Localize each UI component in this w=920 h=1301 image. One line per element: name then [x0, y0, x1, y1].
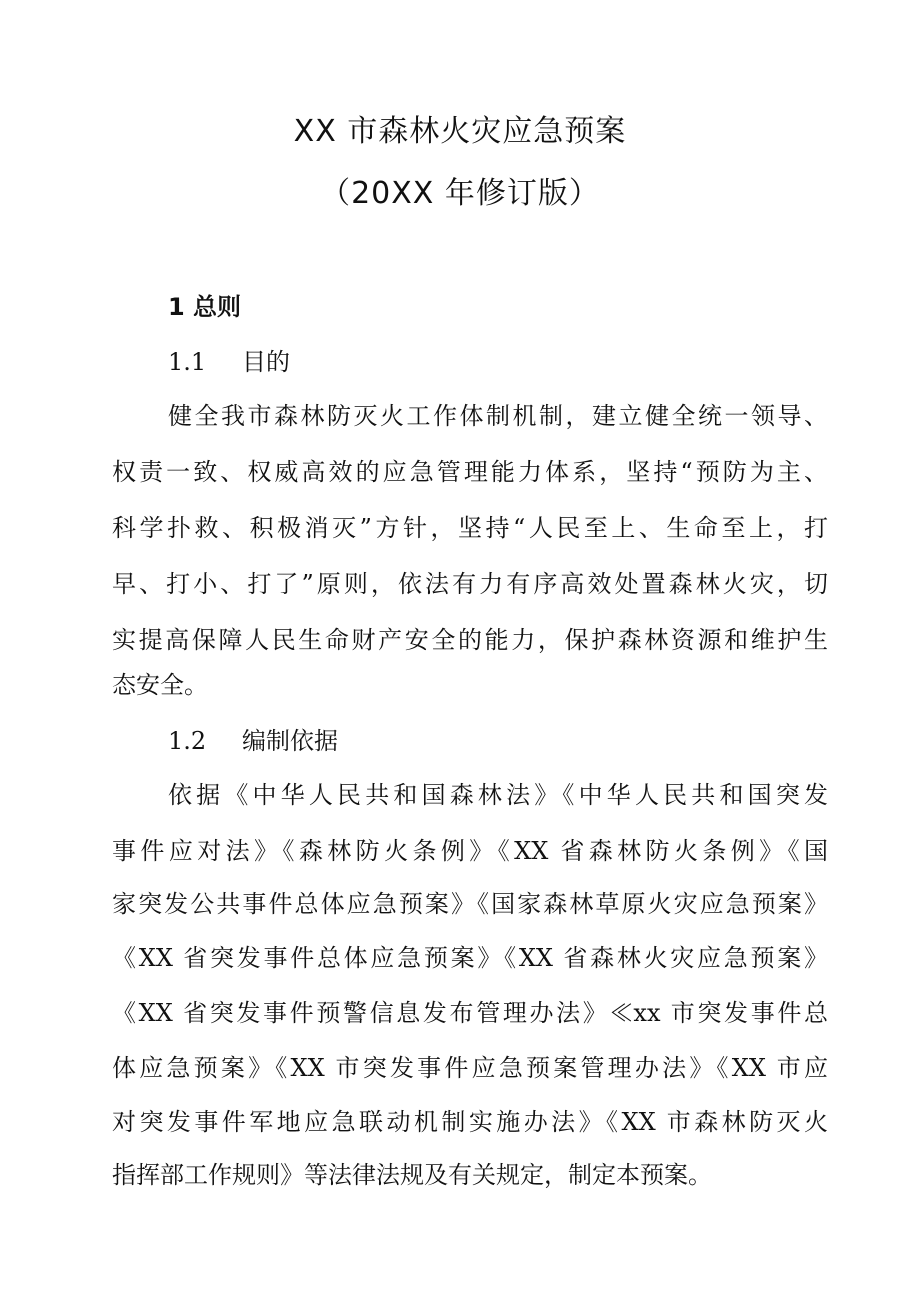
paragraph-line: 指挥部工作规则》等法律法规及有关规定，制定本预案。 [112, 1161, 712, 1189]
paragraph-line: 家突发公共事件总体应急预案》《国家森林草原火灾应急预案》 [112, 890, 828, 918]
subsection-heading-1-1 [168, 344, 290, 380]
paragraph-line: 体应急预案》《XX 市突发事件应急预案管理办法》《XX 市应 [112, 1054, 828, 1082]
paragraph-line: 科学扑救、积极消灭”方针，坚持“人民至上、生命至上，打 [112, 514, 828, 542]
paragraph-line: 早、打小、打了”原则，依法有力有序高效处置森林火灾，切 [112, 570, 828, 598]
paragraph-line: 态安全。 [112, 671, 208, 699]
paragraph-line: 实提高保障人民生命财产安全的能力，保护森林资源和维护生 [112, 626, 828, 654]
paragraph-line: 《XX 省突发事件预警信息发布管理办法》≪xx 市突发事件总 [112, 999, 828, 1027]
paragraph-line: 《XX 省突发事件总体应急预案》《XX 省森林火灾应急预案》 [112, 944, 828, 972]
document-subtitle: （20XX 年修订版） [320, 176, 600, 211]
paragraph-line: 健全我市森林防灭火工作体制机制，建立健全统一领导、 [168, 402, 828, 430]
paragraph-line: 对突发事件军地应急联动机制实施办法》《XX 市森林防灭火 [112, 1108, 828, 1136]
section-heading: 1 总则 [168, 293, 242, 321]
subsection-title: 目的 [242, 348, 290, 376]
document-title: XX 市森林火灾应急预案 [293, 114, 627, 149]
paragraph-line: 权责一致、权威高效的应急管理能力体系，坚持“预防为主、 [112, 458, 828, 486]
paragraph-line: 依据《中华人民共和国森林法》《中华人民共和国突发 [168, 781, 828, 809]
subsection-heading-1-2 [168, 723, 338, 759]
subsection-number: 1.1 [168, 348, 207, 376]
subsection-number: 1.2 [168, 727, 207, 755]
subsection-title: 编制依据 [242, 727, 338, 755]
paragraph-line: 事件应对法》《森林防火条例》《XX 省森林防火条例》《国 [112, 837, 828, 865]
